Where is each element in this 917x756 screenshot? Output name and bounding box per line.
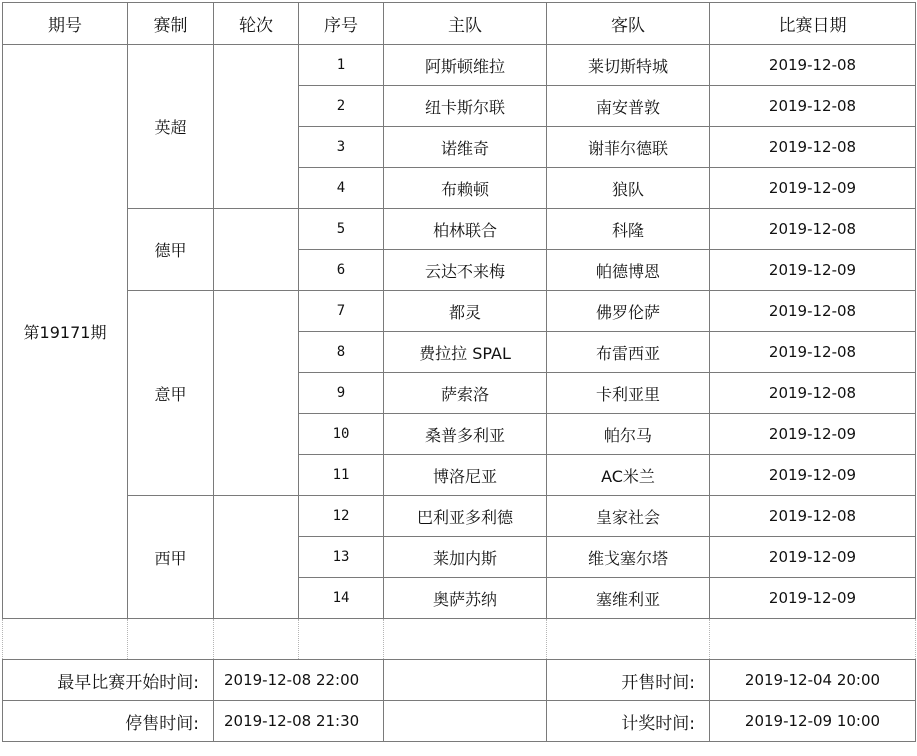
match-date: 2019-12-08 [710,373,916,414]
match-number: 13 [299,537,384,578]
match-date: 2019-12-08 [710,127,916,168]
home-team: 奥萨苏纳 [384,578,547,619]
header-row [3,3,916,45]
away-team: 布雷西亚 [547,332,710,373]
match-number: 14 [299,578,384,619]
home-team: 博洛尼亚 [384,455,547,496]
home-team: 布赖顿 [384,168,547,209]
header-league: 赛制 [128,3,214,45]
spacer-cell [128,619,214,660]
league-cell: 英超 [128,45,214,209]
table-row [3,209,916,250]
home-team: 萨索洛 [384,373,547,414]
match-date: 2019-12-09 [710,414,916,455]
footer-row [3,660,916,701]
away-team: AC米兰 [547,455,710,496]
header-number: 序号 [299,3,384,45]
spacer-cell [299,619,384,660]
home-team: 莱加内斯 [384,537,547,578]
match-number: 9 [299,373,384,414]
table-row [3,496,916,537]
match-number: 1 [299,45,384,86]
away-team: 佛罗伦萨 [547,291,710,332]
match-date: 2019-12-08 [710,209,916,250]
match-number: 10 [299,414,384,455]
away-team: 塞维利亚 [547,578,710,619]
match-date: 2019-12-08 [710,45,916,86]
issue-cell: 第19171期 [3,45,128,619]
match-number: 11 [299,455,384,496]
match-date: 2019-12-09 [710,455,916,496]
spacer-row [3,619,916,660]
table-row [3,291,916,332]
away-team: 科隆 [547,209,710,250]
round-cell [214,496,299,619]
earliest-start-value: 2019-12-08 22:00 [214,660,384,701]
match-number: 7 [299,291,384,332]
away-team: 皇家社会 [547,496,710,537]
home-team: 桑普多利亚 [384,414,547,455]
match-number: 6 [299,250,384,291]
match-number: 3 [299,127,384,168]
home-team: 诺维奇 [384,127,547,168]
sale-stop-value: 2019-12-08 21:30 [214,701,384,742]
home-team: 巴利亚多利德 [384,496,547,537]
match-number: 2 [299,86,384,127]
away-team: 南安普敦 [547,86,710,127]
footer-empty-cell [384,701,547,742]
table-row [3,45,916,86]
away-team: 莱切斯特城 [547,45,710,86]
footer-row [3,701,916,742]
sale-open-label: 开售时间: [547,660,710,701]
away-team: 帕尔马 [547,414,710,455]
spacer-cell [214,619,299,660]
league-cell: 西甲 [128,496,214,619]
sale-open-value: 2019-12-04 20:00 [710,660,916,701]
away-team: 帕德博恩 [547,250,710,291]
header-match-date: 比赛日期 [710,3,916,45]
league-cell: 德甲 [128,209,214,291]
round-cell [214,45,299,209]
match-date: 2019-12-09 [710,168,916,209]
match-number: 12 [299,496,384,537]
match-date: 2019-12-09 [710,578,916,619]
away-team: 谢菲尔德联 [547,127,710,168]
away-team: 卡利亚里 [547,373,710,414]
prize-time-value: 2019-12-09 10:00 [710,701,916,742]
spacer-cell [384,619,547,660]
home-team: 阿斯顿维拉 [384,45,547,86]
league-cell: 意甲 [128,291,214,496]
earliest-start-label: 最早比赛开始时间: [3,660,214,701]
home-team: 云达不来梅 [384,250,547,291]
home-team: 费拉拉 SPAL [384,332,547,373]
match-date: 2019-12-09 [710,250,916,291]
home-team: 纽卡斯尔联 [384,86,547,127]
spacer-cell [710,619,916,660]
match-date: 2019-12-08 [710,496,916,537]
sale-stop-label: 停售时间: [3,701,214,742]
match-date: 2019-12-08 [710,291,916,332]
header-away-team: 客队 [547,3,710,45]
spacer-cell [3,619,128,660]
header-home-team: 主队 [384,3,547,45]
match-number: 4 [299,168,384,209]
match-date: 2019-12-09 [710,537,916,578]
home-team: 都灵 [384,291,547,332]
away-team: 维戈塞尔塔 [547,537,710,578]
footer-empty-cell [384,660,547,701]
match-number: 8 [299,332,384,373]
match-number: 5 [299,209,384,250]
prize-time-label: 计奖时间: [547,701,710,742]
away-team: 狼队 [547,168,710,209]
header-issue: 期号 [3,3,128,45]
match-date: 2019-12-08 [710,86,916,127]
match-schedule-table [2,2,916,742]
header-round: 轮次 [214,3,299,45]
spacer-cell [547,619,710,660]
round-cell [214,209,299,291]
round-cell [214,291,299,496]
home-team: 柏林联合 [384,209,547,250]
match-date: 2019-12-08 [710,332,916,373]
